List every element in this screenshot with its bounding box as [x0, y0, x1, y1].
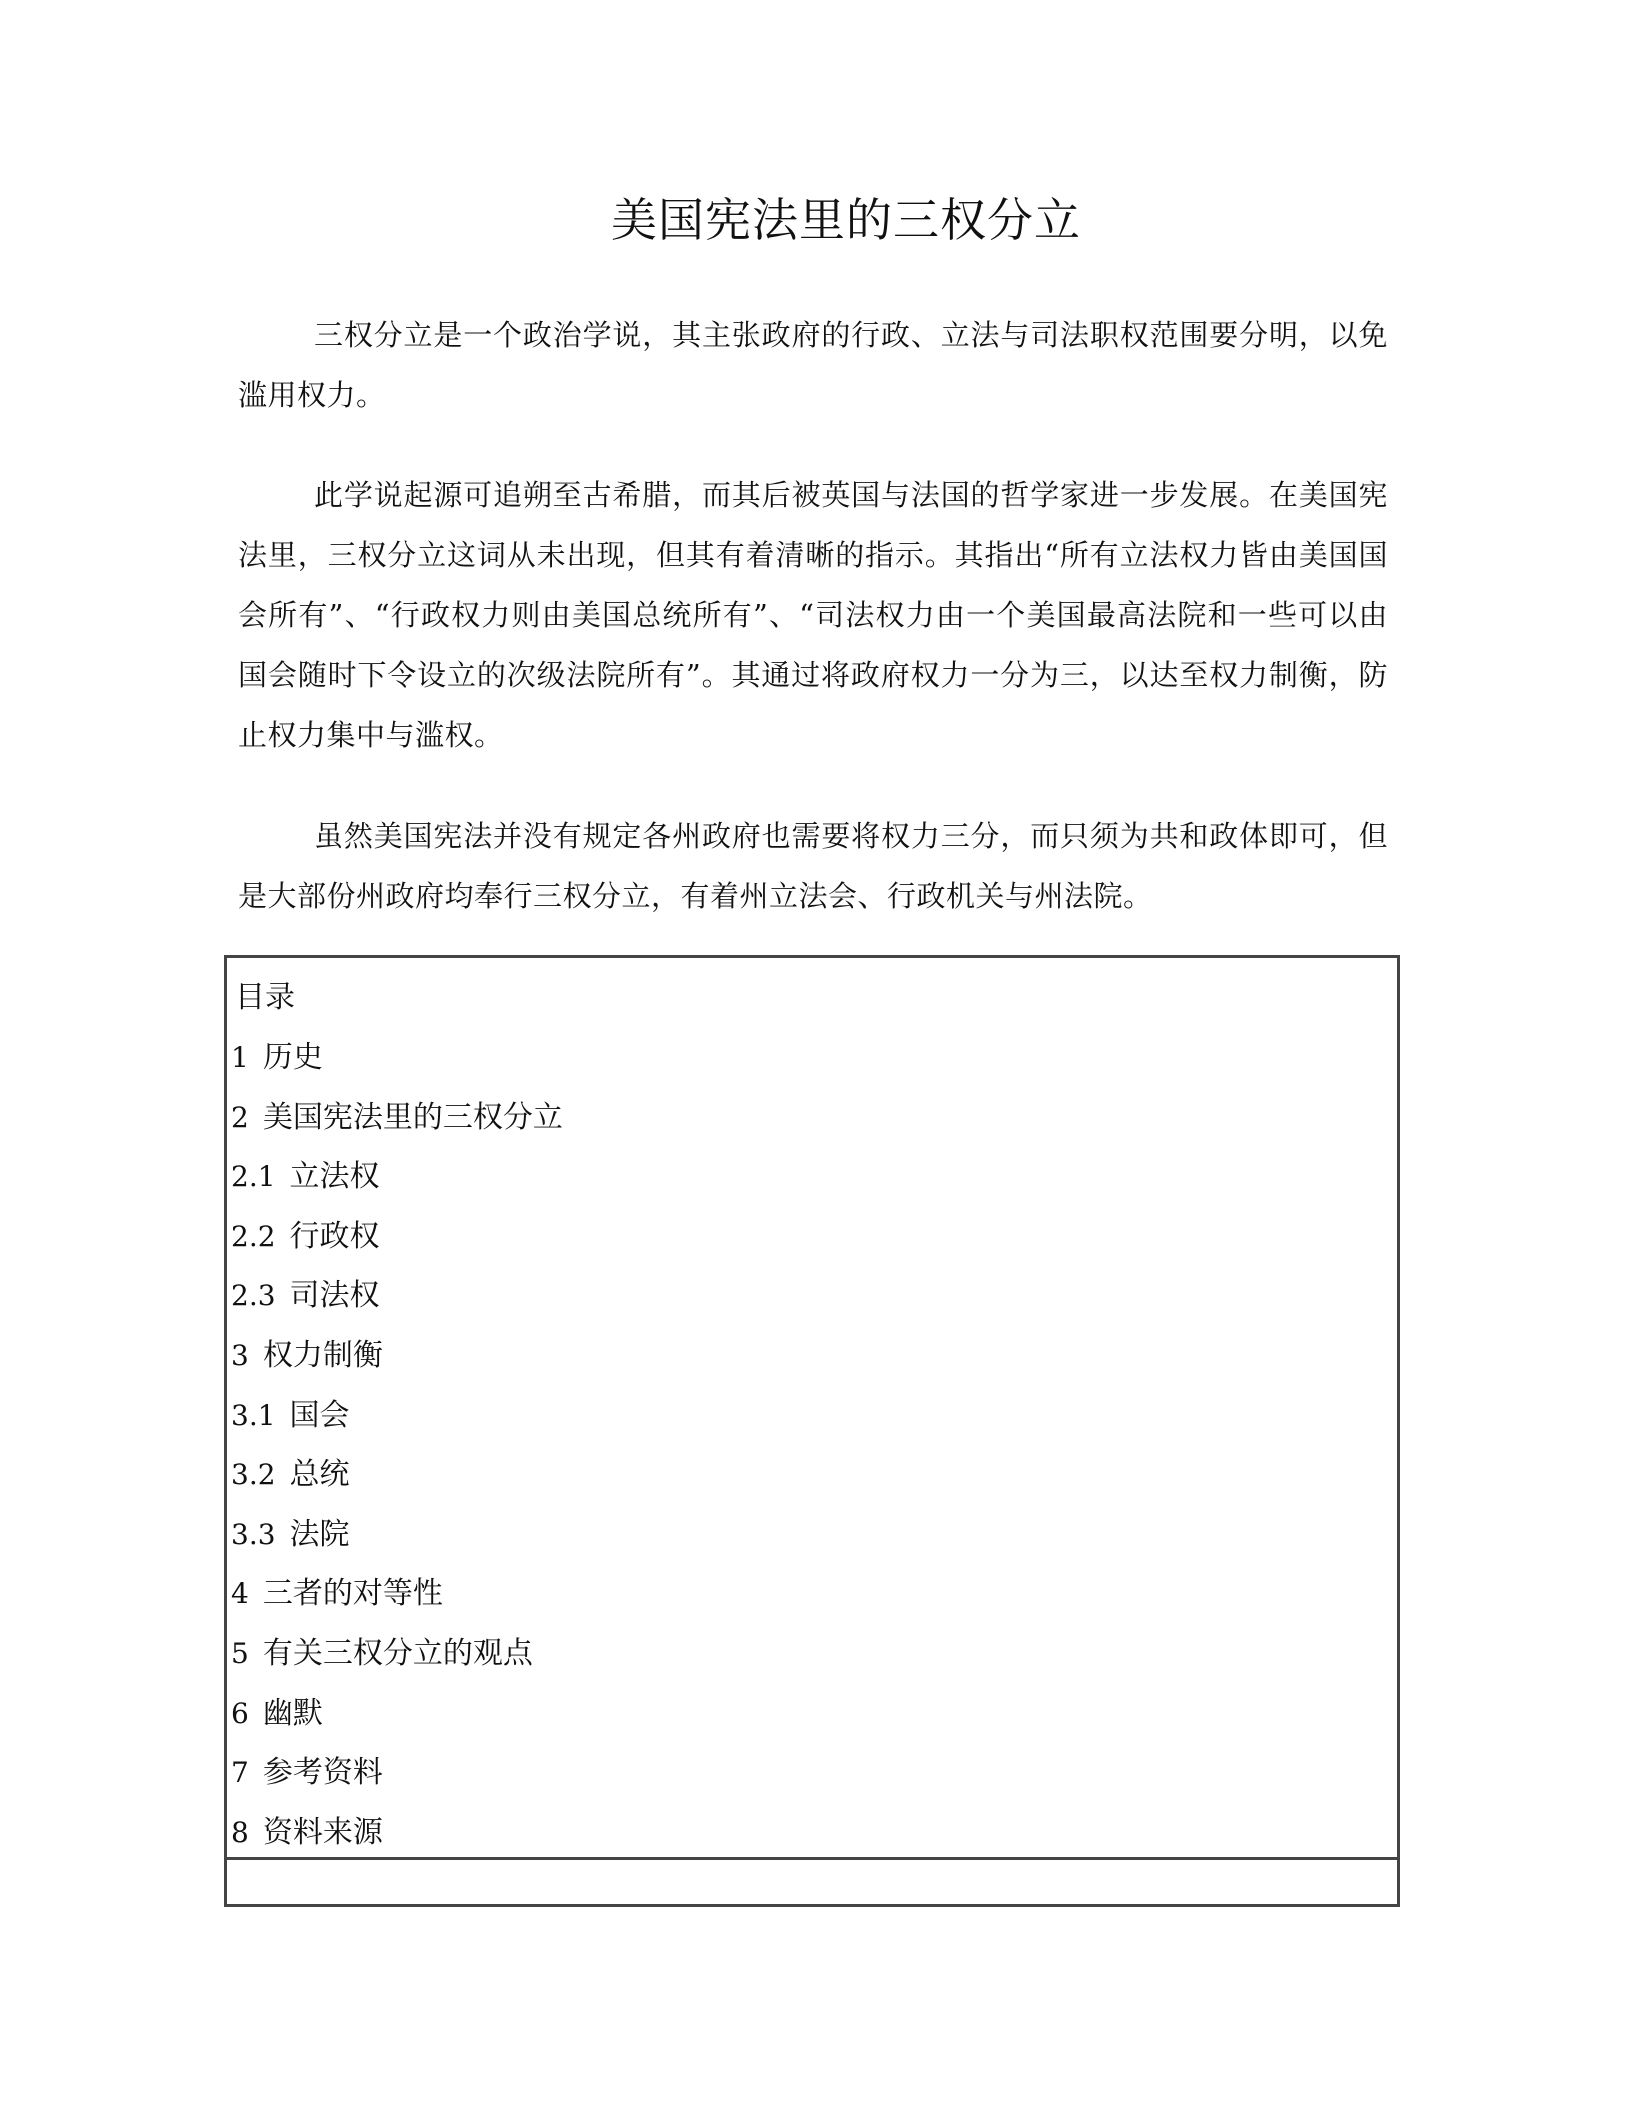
toc-item[interactable]: [231, 1813, 563, 1873]
toc-item[interactable]: [231, 1455, 563, 1515]
toc-item-label: 权力制衡: [262, 1337, 383, 1373]
toc-heading: 目录: [235, 980, 295, 1015]
toc-item-number: 2.3: [231, 1279, 276, 1313]
toc-item-number: 6: [231, 1696, 249, 1730]
toc-item[interactable]: [231, 1157, 563, 1217]
toc-item-number: 2.1: [231, 1160, 276, 1194]
toc-item-number: 3: [231, 1338, 249, 1372]
toc-item-number: 7: [231, 1756, 249, 1790]
toc-item-label: 法院: [289, 1516, 350, 1552]
toc-item-number: 3.1: [231, 1398, 276, 1432]
table-of-contents: [224, 955, 1400, 1907]
toc-item[interactable]: [231, 1098, 563, 1158]
toc-item-number: 2: [231, 1100, 249, 1134]
toc-item-label: 幽默: [262, 1695, 323, 1731]
toc-cell: [227, 958, 1397, 1860]
toc-item-number: 5: [231, 1636, 249, 1670]
toc-item[interactable]: [231, 1515, 563, 1575]
toc-item-label: 司法权: [289, 1278, 380, 1314]
toc-item[interactable]: [231, 1336, 563, 1396]
toc-item-label: 参考资料: [262, 1755, 383, 1791]
toc-item-number: 1: [231, 1041, 249, 1074]
toc-item[interactable]: [231, 1276, 563, 1336]
paragraph-states: 虽然美国宪法并没有规定各州政府也需要将权力三分，而只须为共和政体即可，但是大部份州政府均奉行三权分立，有着州立法会、行政机关与州法院。: [238, 819, 1388, 913]
toc-item-number: 8: [231, 1815, 249, 1849]
toc-item[interactable]: [231, 1396, 563, 1456]
toc-item[interactable]: [231, 1634, 563, 1694]
toc-item-label: 立法权: [289, 1159, 380, 1195]
toc-item-label: 三者的对等性: [262, 1576, 443, 1612]
toc-item-number: 3.3: [231, 1517, 276, 1551]
toc-item[interactable]: [231, 1038, 563, 1098]
toc-item-label: 国会: [289, 1397, 350, 1433]
toc-item[interactable]: [231, 1753, 563, 1813]
toc-item-number: 2.2: [231, 1219, 276, 1253]
toc-item-number: 3.2: [231, 1458, 276, 1492]
toc-item[interactable]: [231, 1217, 563, 1277]
toc-item[interactable]: [231, 1574, 563, 1634]
toc-item-label: 行政权: [289, 1218, 380, 1254]
toc-item-label: 有关三权分立的观点: [262, 1635, 533, 1671]
toc-item[interactable]: [231, 1694, 563, 1754]
toc-item-label: 总统: [289, 1457, 350, 1493]
paragraph-intro: 三权分立是一个政治学说，其主张政府的行政、立法与司法职权范围要分明，以免滥用权力。: [238, 318, 1388, 412]
page-title: 美国宪法里的三权分立: [611, 193, 1081, 247]
toc-item-label: 历史: [262, 1040, 323, 1075]
toc-item-label: 美国宪法里的三权分立: [262, 1099, 563, 1135]
toc-item-number: 4: [231, 1577, 249, 1611]
paragraph-origin: 此学说起源可追朔至古希腊，而其后被英国与法国的哲学家进一步发展。在美国宪法里，三权分立这词从未出现，但其有着清晰的指示。其指出“所有立法权力皆由美国国会所有”、“行政权力则由美国总统所有”、“司法权力由一个美国最高法院和一些可以由国会随时下令设立的次级法院所有”。其通过将政府权力一分为三，以达至权力制衡，防止权力集中与滥权。: [238, 478, 1388, 752]
toc-list: [231, 1038, 563, 1872]
toc-item-label: 资料来源: [262, 1814, 383, 1850]
